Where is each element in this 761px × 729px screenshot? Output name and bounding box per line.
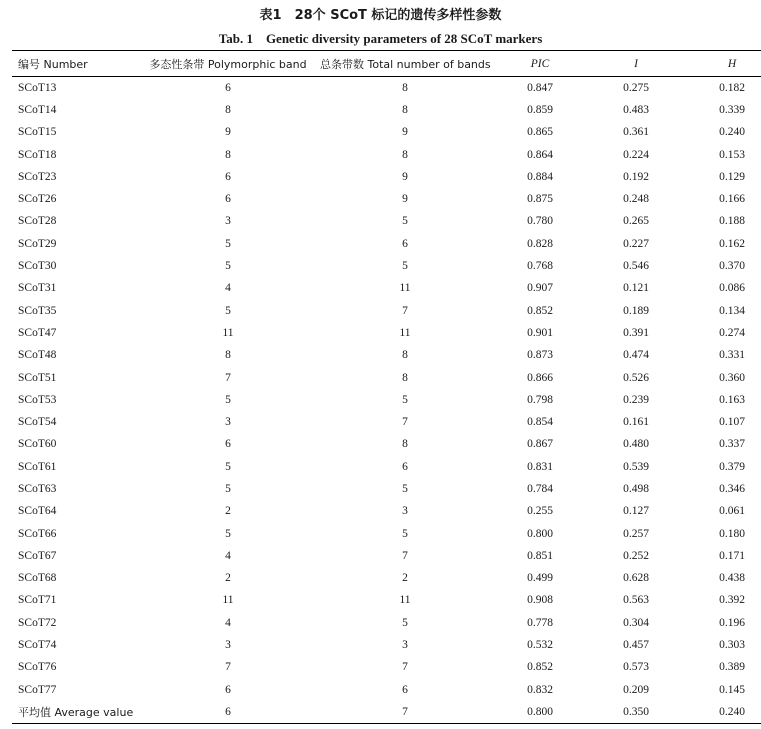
cell-pic: 0.852 — [527, 661, 553, 674]
cell-i: 0.189 — [623, 304, 649, 317]
cell-i: 0.573 — [623, 661, 649, 674]
cell-total-bands: 5 — [402, 393, 408, 406]
cell-polymorphic-band: 5 — [225, 260, 231, 273]
table-row — [12, 344, 761, 366]
cell-h: 0.360 — [719, 371, 745, 384]
cell-polymorphic-band: 4 — [225, 282, 231, 295]
table-row — [12, 589, 761, 611]
cell-pic: 0.800 — [527, 527, 553, 540]
cell-h: 0.240 — [684, 701, 761, 723]
cell-i: 0.275 — [623, 81, 649, 94]
cell-i: 0.350 — [588, 701, 684, 723]
table-row — [12, 567, 761, 589]
cell-i: 0.474 — [623, 349, 649, 362]
cell-total-bands: 9 — [402, 170, 408, 183]
cell-number: SCoT35 — [18, 304, 57, 317]
cell-h: 0.379 — [719, 460, 745, 473]
header-total-bands: 总条带数 Total number of bands — [318, 51, 492, 77]
table-title-english: Tab. 1 Genetic diversity parameters of 28 SCoT markers — [218, 31, 543, 46]
cell-number: SCoT74 — [18, 639, 57, 652]
cell-h: 0.196 — [719, 616, 745, 629]
cell-polymorphic-band: 11 — [222, 326, 234, 339]
genetic-diversity-table — [12, 50, 761, 724]
cell-h: 0.392 — [719, 594, 745, 607]
table-row — [12, 545, 761, 567]
cell-number: SCoT54 — [18, 416, 57, 429]
cell-pic: 0.867 — [527, 438, 553, 451]
cell-h: 0.180 — [719, 527, 745, 540]
cell-number: SCoT31 — [18, 282, 57, 295]
cell-pic: 0.884 — [527, 170, 553, 183]
cell-total-bands: 9 — [402, 126, 408, 139]
cell-polymorphic-band: 6 — [225, 81, 231, 94]
cell-polymorphic-band: 5 — [225, 527, 231, 540]
cell-i: 0.457 — [623, 639, 649, 652]
cell-i: 0.480 — [623, 438, 649, 451]
table-body — [12, 77, 761, 724]
cell-i: 0.391 — [623, 326, 649, 339]
cell-h: 0.188 — [719, 215, 745, 228]
cell-h: 0.086 — [719, 282, 745, 295]
cell-i: 0.498 — [623, 482, 649, 495]
table-row — [12, 500, 761, 522]
table-row-average — [12, 701, 761, 723]
cell-i: 0.127 — [623, 505, 649, 518]
cell-total-bands: 8 — [402, 103, 408, 116]
cell-i: 0.546 — [623, 260, 649, 273]
cell-pic: 0.784 — [527, 482, 553, 495]
cell-total-bands: 5 — [402, 215, 408, 228]
cell-number: SCoT63 — [18, 482, 57, 495]
cell-i: 0.227 — [623, 237, 649, 250]
table-row — [12, 679, 761, 701]
cell-i: 0.265 — [623, 215, 649, 228]
cell-polymorphic-band: 4 — [225, 616, 231, 629]
header-pic: PIC — [492, 51, 588, 77]
header-i: I — [588, 51, 684, 77]
cell-h: 0.339 — [719, 103, 745, 116]
cell-polymorphic-band: 8 — [225, 103, 231, 116]
cell-h: 0.389 — [719, 661, 745, 674]
cell-total-bands: 6 — [402, 460, 408, 473]
cell-polymorphic-band: 3 — [225, 215, 231, 228]
cell-total-bands: 7 — [402, 416, 408, 429]
header-h: H — [684, 51, 761, 77]
cell-h: 0.331 — [719, 349, 745, 362]
cell-total-bands: 5 — [402, 260, 408, 273]
cell-pic: 0.532 — [527, 639, 553, 652]
table-row — [12, 411, 761, 433]
cell-h: 0.129 — [719, 170, 745, 183]
cell-h: 0.346 — [719, 482, 745, 495]
cell-polymorphic-band: 7 — [225, 371, 231, 384]
cell-number: SCoT28 — [18, 215, 57, 228]
cell-pic: 0.852 — [527, 304, 553, 317]
cell-i: 0.224 — [623, 148, 649, 161]
cell-number: SCoT53 — [18, 393, 57, 406]
cell-i: 0.304 — [623, 616, 649, 629]
cell-total-bands: 6 — [402, 683, 408, 696]
cell-polymorphic-band: 6 — [225, 193, 231, 206]
table-row — [12, 255, 761, 277]
cell-h: 0.162 — [719, 237, 745, 250]
table-row — [12, 210, 761, 232]
table-row — [12, 656, 761, 678]
table-row — [12, 166, 761, 188]
header-polymorphic-band: 多态性条带 Polymorphic band — [138, 51, 318, 77]
cell-h: 0.134 — [719, 304, 745, 317]
cell-number: SCoT51 — [18, 371, 57, 384]
table-row — [12, 322, 761, 344]
table-header-row — [12, 51, 761, 77]
cell-h: 0.171 — [719, 549, 745, 562]
cell-number: SCoT14 — [18, 103, 57, 116]
table-row — [12, 478, 761, 500]
cell-total-bands: 5 — [402, 616, 408, 629]
cell-i: 0.192 — [623, 170, 649, 183]
cell-number: SCoT23 — [18, 170, 57, 183]
cell-polymorphic-band: 11 — [222, 594, 234, 607]
cell-pic: 0.866 — [527, 371, 553, 384]
cell-pic: 0.873 — [527, 349, 553, 362]
table-row — [12, 522, 761, 544]
cell-i: 0.628 — [623, 572, 649, 585]
cell-total-bands: 9 — [402, 193, 408, 206]
table-title-chinese: 表1 28个 SCoT 标记的遗传多样性参数 — [259, 8, 502, 23]
cell-i: 0.526 — [623, 371, 649, 384]
cell-polymorphic-band: 6 — [225, 438, 231, 451]
cell-number: SCoT61 — [18, 460, 57, 473]
cell-number: SCoT15 — [18, 126, 57, 139]
cell-i: 0.361 — [623, 126, 649, 139]
table-row — [12, 366, 761, 388]
table-row — [12, 188, 761, 210]
cell-h: 0.107 — [719, 416, 745, 429]
cell-i: 0.563 — [623, 594, 649, 607]
cell-pic: 0.780 — [527, 215, 553, 228]
cell-pic: 0.828 — [527, 237, 553, 250]
cell-number: SCoT67 — [18, 549, 57, 562]
cell-pic: 0.854 — [527, 416, 553, 429]
cell-i: 0.257 — [623, 527, 649, 540]
cell-pic: 0.851 — [527, 549, 553, 562]
cell-pic: 0.778 — [527, 616, 553, 629]
table-row — [12, 233, 761, 255]
cell-number: SCoT64 — [18, 505, 57, 518]
cell-pic: 0.798 — [527, 393, 553, 406]
cell-total-bands: 11 — [399, 326, 411, 339]
cell-pic: 0.859 — [527, 103, 553, 116]
cell-pic: 0.875 — [527, 193, 553, 206]
table-row — [12, 277, 761, 299]
cell-total-bands: 11 — [399, 282, 411, 295]
table-row — [12, 121, 761, 143]
cell-polymorphic-band: 6 — [225, 170, 231, 183]
cell-pic: 0.255 — [527, 505, 553, 518]
cell-pic: 0.908 — [527, 594, 553, 607]
cell-i: 0.252 — [623, 549, 649, 562]
cell-total-bands: 5 — [402, 527, 408, 540]
cell-i: 0.483 — [623, 103, 649, 116]
cell-total-bands: 6 — [402, 237, 408, 250]
cell-h: 0.145 — [719, 683, 745, 696]
cell-polymorphic-band: 7 — [225, 661, 231, 674]
cell-pic: 0.847 — [527, 81, 553, 94]
cell-total-bands: 7 — [402, 661, 408, 674]
cell-pic: 0.832 — [527, 683, 553, 696]
cell-number: SCoT72 — [18, 616, 57, 629]
table-row — [12, 99, 761, 121]
cell-h: 0.240 — [719, 126, 745, 139]
cell-number: SCoT30 — [18, 260, 57, 273]
cell-number: SCoT77 — [18, 683, 57, 696]
table-row — [12, 634, 761, 656]
cell-pic: 0.901 — [527, 326, 553, 339]
cell-polymorphic-band: 3 — [225, 416, 231, 429]
cell-i: 0.248 — [623, 193, 649, 206]
cell-h: 0.182 — [719, 81, 745, 94]
cell-number: SCoT66 — [18, 527, 57, 540]
cell-number: SCoT68 — [18, 572, 57, 585]
cell-total-bands: 5 — [402, 482, 408, 495]
header-number: 编号 Number — [12, 51, 138, 77]
cell-number: SCoT18 — [18, 148, 57, 161]
table-row — [12, 389, 761, 411]
cell-number: SCoT29 — [18, 237, 57, 250]
cell-number: SCoT47 — [18, 326, 57, 339]
cell-total-bands: 11 — [399, 594, 411, 607]
cell-pic: 0.499 — [527, 572, 553, 585]
table-row — [12, 77, 761, 99]
cell-polymorphic-band: 5 — [225, 460, 231, 473]
cell-total-bands: 2 — [402, 572, 408, 585]
cell-polymorphic-band: 4 — [225, 549, 231, 562]
cell-number: SCoT76 — [18, 661, 57, 674]
table-row — [12, 612, 761, 634]
cell-i: 0.121 — [623, 282, 649, 295]
cell-pic: 0.907 — [527, 282, 553, 295]
cell-h: 0.153 — [719, 148, 745, 161]
cell-total-bands: 8 — [402, 371, 408, 384]
cell-polymorphic-band: 3 — [225, 639, 231, 652]
cell-h: 0.166 — [719, 193, 745, 206]
cell-h: 0.438 — [719, 572, 745, 585]
cell-total-bands: 3 — [402, 639, 408, 652]
cell-total-bands: 3 — [402, 505, 408, 518]
cell-number: SCoT13 — [18, 81, 57, 94]
cell-polymorphic-band: 2 — [225, 572, 231, 585]
cell-h: 0.337 — [719, 438, 745, 451]
cell-i: 0.161 — [623, 416, 649, 429]
cell-i: 0.539 — [623, 460, 649, 473]
cell-total-bands: 8 — [402, 438, 408, 451]
cell-polymorphic-band: 5 — [225, 393, 231, 406]
table-row — [12, 456, 761, 478]
cell-pic: 0.768 — [527, 260, 553, 273]
table-row — [12, 143, 761, 165]
cell-pic: 0.864 — [527, 148, 553, 161]
cell-total-bands: 8 — [402, 148, 408, 161]
table-row — [12, 433, 761, 455]
cell-number: SCoT48 — [18, 349, 57, 362]
cell-pic: 0.831 — [527, 460, 553, 473]
cell-polymorphic-band: 5 — [225, 237, 231, 250]
cell-polymorphic-band: 5 — [225, 482, 231, 495]
cell-total-bands: 7 — [318, 701, 492, 723]
cell-polymorphic-band: 9 — [225, 126, 231, 139]
cell-i: 0.239 — [623, 393, 649, 406]
cell-number: SCoT26 — [18, 193, 57, 206]
cell-h: 0.370 — [719, 260, 745, 273]
cell-total-bands: 7 — [402, 304, 408, 317]
cell-total-bands: 8 — [402, 81, 408, 94]
cell-polymorphic-band: 6 — [138, 701, 318, 723]
cell-polymorphic-band: 5 — [225, 304, 231, 317]
cell-i: 0.209 — [623, 683, 649, 696]
cell-polymorphic-band: 6 — [225, 683, 231, 696]
cell-h: 0.061 — [719, 505, 745, 518]
cell-total-bands: 8 — [402, 349, 408, 362]
cell-polymorphic-band: 8 — [225, 148, 231, 161]
cell-number: SCoT60 — [18, 438, 57, 451]
cell-pic: 0.865 — [527, 126, 553, 139]
cell-polymorphic-band: 2 — [225, 505, 231, 518]
table-row — [12, 299, 761, 321]
cell-polymorphic-band: 8 — [225, 349, 231, 362]
cell-pic: 0.800 — [492, 701, 588, 723]
cell-total-bands: 7 — [402, 549, 408, 562]
cell-h: 0.303 — [719, 639, 745, 652]
cell-h: 0.163 — [719, 393, 745, 406]
cell-number: SCoT71 — [18, 594, 57, 607]
cell-number: 平均值 Average value — [12, 701, 138, 723]
cell-h: 0.274 — [719, 326, 745, 339]
